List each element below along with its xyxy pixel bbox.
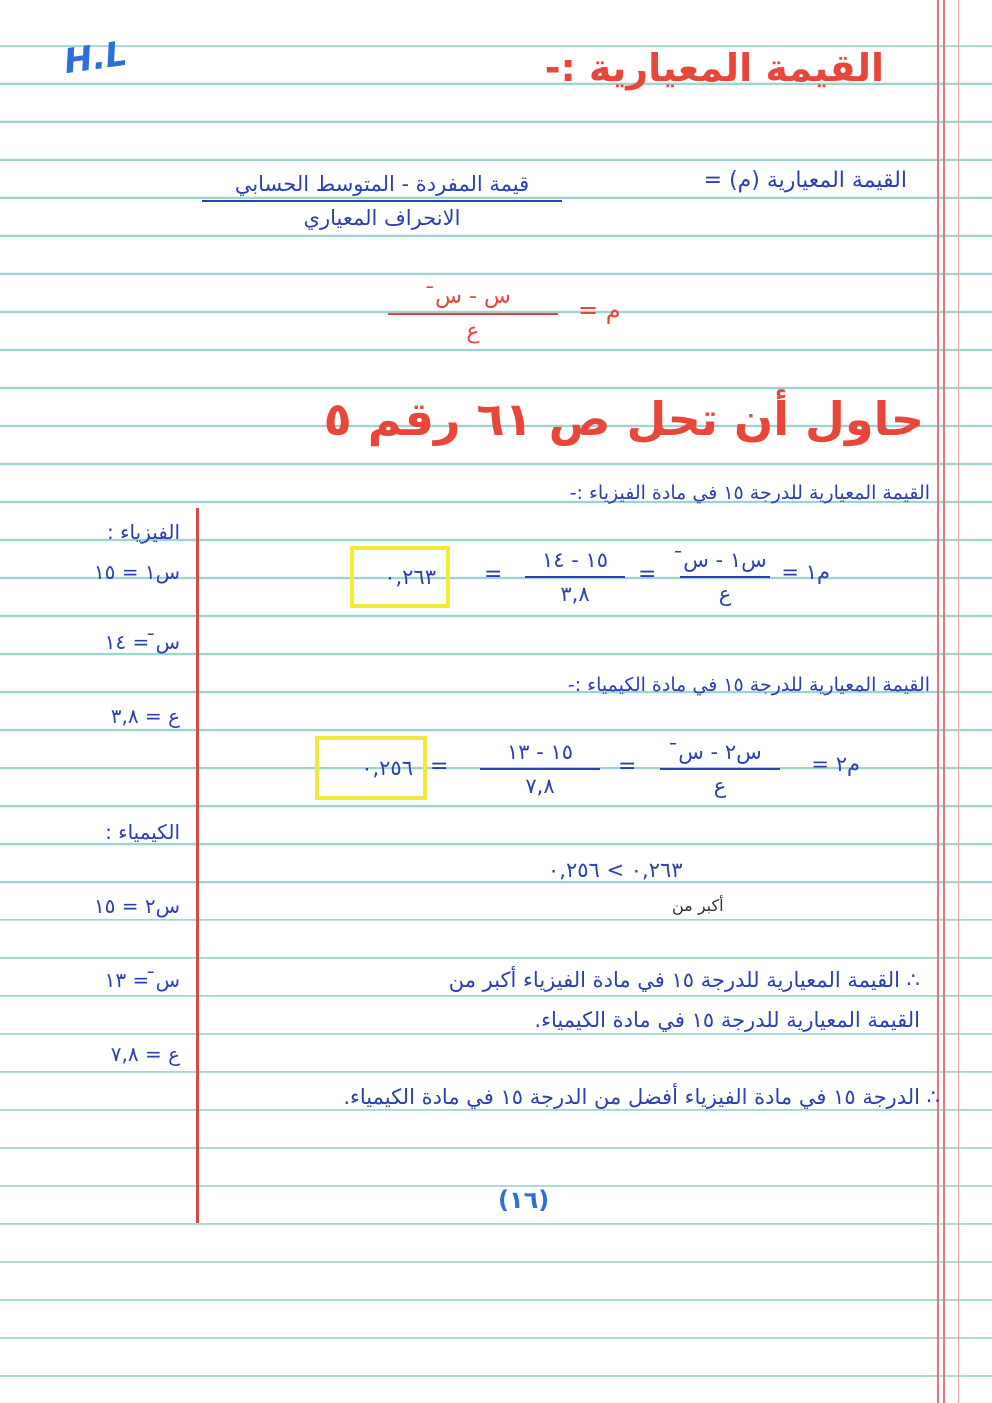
- physics-result-box: ٠,٢٦٣: [350, 546, 450, 608]
- symbolic-lhs: م =: [578, 296, 621, 324]
- comparison-note: أكبر من: [672, 896, 724, 915]
- chemistry-formula-denominator: ع: [713, 774, 727, 798]
- sidebar-chem-sd: ع = ٧,٨: [110, 1042, 180, 1066]
- margin-line-outer: [958, 0, 959, 1403]
- physics-section-title: القيمة المعيارية للدرجة ١٥ في مادة الفيزياء :-: [569, 482, 930, 504]
- chemistry-formula-fraction: [660, 740, 780, 798]
- physics-formula-numerator: س١ - س̄: [683, 548, 767, 572]
- page-heading: القيمة المعيارية :-: [544, 46, 884, 90]
- chemistry-result-box: ٠,٢٥٦: [315, 736, 427, 800]
- chemistry-z-symbol: م٢ =: [811, 752, 860, 776]
- conclusion-line-1: ∴ القيمة المعيارية للدرجة ١٥ في مادة الفيزياء أكبر من: [448, 968, 920, 992]
- physics-values-denominator: ٣,٨: [560, 582, 590, 606]
- initials-signature: H.L: [61, 33, 130, 83]
- sidebar-physics-x: س١ = ١٥: [93, 560, 180, 584]
- physics-values-numerator: ١٥ - ١٤: [541, 548, 609, 572]
- definition-numerator: قيمة المفردة - المتوسط الحسابي: [234, 172, 530, 196]
- fraction-bar: [660, 768, 780, 770]
- equals-sign: =: [484, 562, 503, 587]
- definition-denominator: الانحراف المعياري: [303, 206, 461, 230]
- fraction-bar: [680, 576, 770, 578]
- chemistry-values-denominator: ٧,٨: [525, 774, 555, 798]
- physics-formula-denominator: ع: [718, 582, 732, 606]
- sidebar-physics-mean: س̄ = ١٤: [104, 630, 180, 654]
- sidebar-chem-mean: س̄ = ١٣: [104, 968, 180, 992]
- definition-fraction: [202, 172, 562, 230]
- exercise-heading: حاول أن تحل ص ٦١ رقم ٥: [323, 392, 924, 446]
- chemistry-formula-numerator: س٢ - س̄: [678, 740, 762, 764]
- comparison: ٠,٢٦٣ > ٠,٢٥٦: [548, 858, 683, 882]
- equals-sign: =: [430, 754, 449, 779]
- physics-values-fraction: [525, 548, 625, 606]
- equals-sign: =: [618, 754, 637, 779]
- physics-calculation: [470, 548, 830, 618]
- conclusion-line-3: ∴ الدرجة ١٥ في مادة الفيزياء أفضل من الدرجة ١٥ في مادة الكيمياء.: [343, 1085, 940, 1109]
- chemistry-values-numerator: ١٥ - ١٣: [506, 740, 574, 764]
- physics-formula-fraction: [680, 548, 770, 606]
- page-number: (١٦): [498, 1186, 550, 1214]
- sidebar-physics-title: الفيزياء :: [107, 520, 180, 544]
- physics-z-symbol: م١ =: [781, 560, 830, 584]
- chemistry-calculation: [430, 740, 860, 810]
- definition-lhs: القيمة المعيارية (م) =: [703, 168, 907, 193]
- fraction-bar: [388, 313, 558, 315]
- fraction-bar: [525, 576, 625, 578]
- sidebar-chem-x: س٢ = ١٥: [93, 894, 180, 918]
- chemistry-section-title: القيمة المعيارية للدرجة ١٥ في مادة الكيمياء :-: [567, 674, 930, 696]
- symbolic-denominator: ع: [466, 319, 480, 344]
- chemistry-values-fraction: [480, 740, 600, 798]
- sidebar-divider: [196, 508, 199, 1223]
- sidebar-chem-title: الكيمياء :: [105, 820, 180, 844]
- conclusion-line-2: القيمة المعيارية للدرجة ١٥ في مادة الكيمياء.: [534, 1008, 920, 1032]
- fraction-bar: [202, 200, 562, 202]
- symbolic-numerator: س - س̄: [435, 284, 511, 309]
- margin-line-left: [937, 0, 939, 1403]
- equals-sign: =: [638, 562, 657, 587]
- symbolic-fraction: [388, 284, 558, 344]
- sidebar-physics-sd: ع = ٣,٨: [110, 704, 180, 728]
- margin-line-right: [943, 0, 945, 1403]
- fraction-bar: [480, 768, 600, 770]
